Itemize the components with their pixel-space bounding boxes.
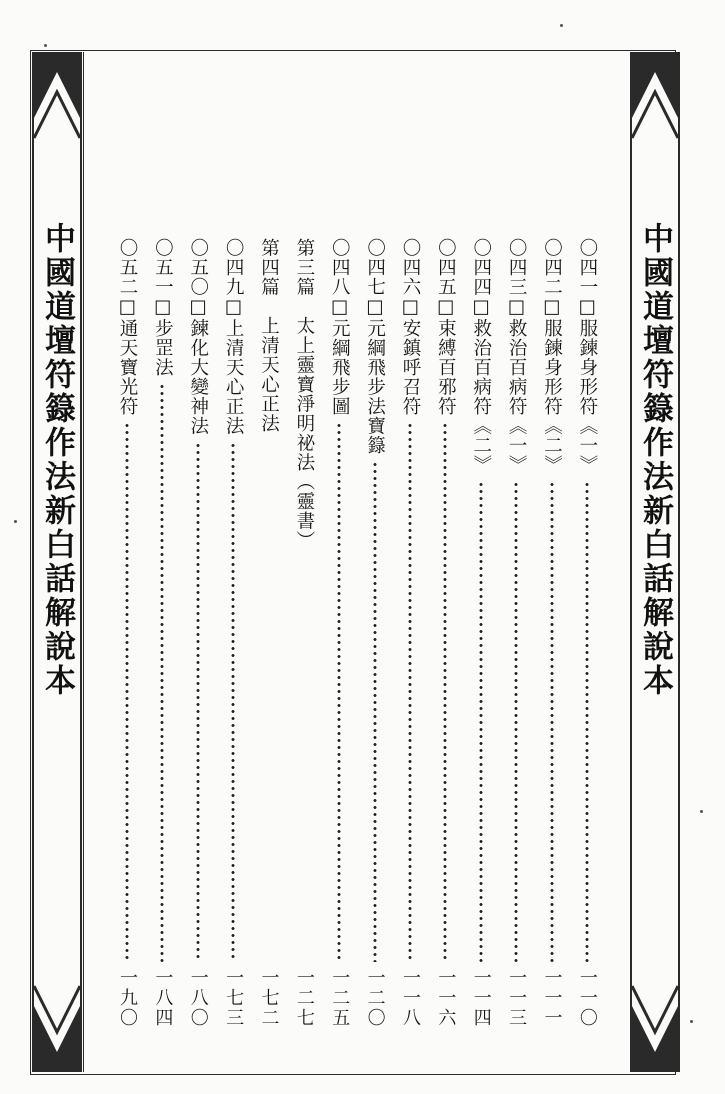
toc-entry-title: 〇四七□元綱飛步法寶籙 <box>364 238 386 455</box>
dot-leader <box>147 383 177 962</box>
toc-entry-title: 〇四五□束縛百邪符 <box>435 238 457 416</box>
toc-page-number: 一九〇 <box>117 968 138 1028</box>
blank-leader <box>289 556 319 962</box>
dot-leader <box>466 481 496 963</box>
scan-speck <box>14 520 17 523</box>
toc-entry-title: 〇四一□服鍊身形符《一》 <box>576 238 598 475</box>
toc-entry[interactable] <box>360 238 390 1028</box>
dot-leader <box>112 422 142 962</box>
dot-leader <box>324 422 354 962</box>
toc-entry[interactable] <box>572 238 602 1028</box>
toc-page-number: 一一〇 <box>576 968 598 1028</box>
toc-entry-title: 〇四二□服鍊身形符《二》 <box>541 238 563 475</box>
toc-entry[interactable] <box>218 238 248 1028</box>
toc-entry[interactable] <box>147 238 177 1028</box>
book-title-left: 中國道壇符籙作法新白話解說本 <box>39 222 75 698</box>
toc-entry-title: 〇四三□救治百病符《一》 <box>506 238 528 475</box>
toc-page-number: 一二七 <box>293 968 315 1028</box>
toc-section-heading[interactable] <box>254 238 284 1028</box>
toc-page-number: 一一一 <box>541 968 563 1028</box>
toc-entry-title: 〇四六□安鎮呼召符 <box>400 238 421 416</box>
dot-leader <box>501 481 531 963</box>
toc-page-number: 一七二 <box>258 968 280 1028</box>
toc-page-number: 一二〇 <box>364 968 386 1028</box>
scan-speck <box>44 44 47 47</box>
toc-entry[interactable] <box>466 238 496 1028</box>
dot-leader <box>430 422 460 962</box>
dot-leader <box>218 442 248 963</box>
toc-entry-title: 〇四八□元綱飛步圖 <box>329 238 351 416</box>
toc-entry-title: 〇五〇□鍊化大變神法 <box>187 238 209 436</box>
toc-entry[interactable] <box>395 238 425 1028</box>
toc-entry[interactable] <box>430 238 460 1028</box>
toc-page-number: 一二五 <box>329 968 351 1028</box>
scan-speck <box>690 1020 693 1023</box>
blank-leader <box>254 439 284 962</box>
toc-entry[interactable] <box>324 238 354 1028</box>
toc-section-heading[interactable] <box>289 238 319 1028</box>
dot-leader <box>537 481 567 963</box>
section-heading-title: 第四篇 上清天心正法 <box>258 238 280 433</box>
toc-entry[interactable] <box>537 238 567 1028</box>
toc-page-number: 一八〇 <box>187 968 209 1028</box>
dot-leader <box>395 422 425 962</box>
scan-speck <box>700 810 703 813</box>
dot-leader <box>183 442 213 963</box>
toc-entry-title: 〇五二□通天寶光符 <box>117 238 138 416</box>
toc-entry-title: 〇五一□步罡法 <box>152 238 174 377</box>
toc-page-number: 一一三 <box>506 968 528 1028</box>
toc-page-number: 一八四 <box>152 968 174 1028</box>
dot-leader <box>572 481 602 963</box>
dot-leader <box>360 461 390 962</box>
toc-entry-title: 〇四四□救治百病符《二》 <box>470 238 492 475</box>
toc-page-number: 一一六 <box>435 968 457 1028</box>
toc-page-number: 一一四 <box>470 968 492 1028</box>
book-title-right: 中國道壇符籙作法新白話解說本 <box>637 222 673 698</box>
toc-entry[interactable] <box>112 238 142 1028</box>
section-heading-title: 第三篇 太上靈寶淨明祕法（靈書） <box>293 238 315 550</box>
toc-entry[interactable] <box>501 238 531 1028</box>
scan-speck <box>560 24 563 27</box>
table-of-contents <box>112 238 602 1028</box>
toc-entry-title: 〇四九□上清天心正法 <box>223 238 245 436</box>
toc-page-number: 一七三 <box>223 968 245 1028</box>
toc-page-number: 一一八 <box>400 968 421 1028</box>
toc-entry[interactable] <box>183 238 213 1028</box>
